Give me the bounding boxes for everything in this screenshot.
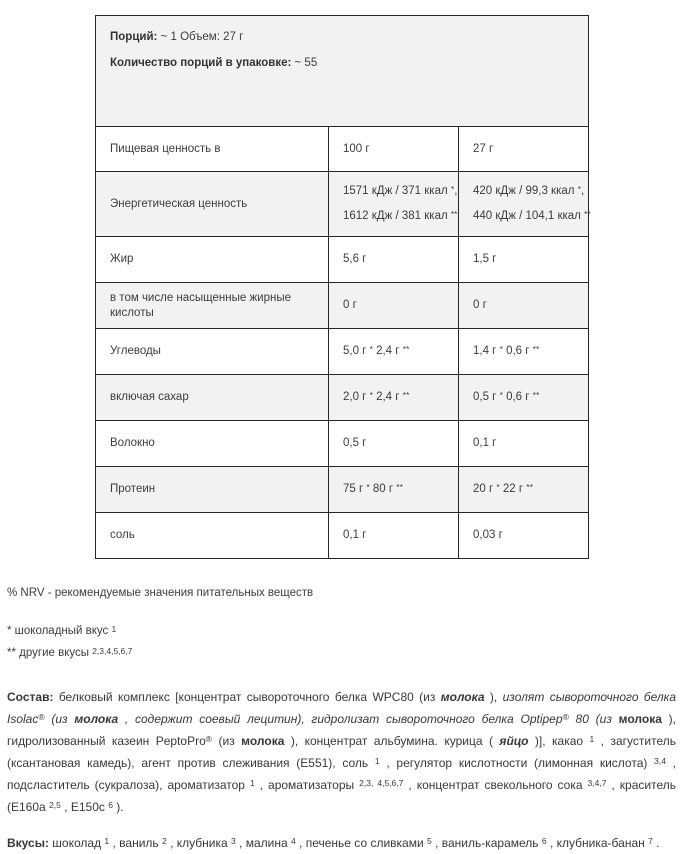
composition-paragraph: Состав: белковый комплекс [концентрат сывороточного белка WPC80 (из молока ), изолят сывороточного белка Isolac® (из молока , содержит соевый лецитин), гидролизат сывороточного белка Optipep® 80 (из молока ), гидролизованный казеин PeptoPro® (из молока ), концентрат альбумина. курица ( яйцо )], какао $^1$ , загуститель (ксантановая камедь), агент против слеживания (Е551), соль $^1$ , регулятор кислотности (лимонная кислота) $^{3,4}$ , подсластитель (сукралоза), ароматизатор $^1$ , ароматизаторы $^{2,3, 4,5,6,7}$ , концентрат свекольного сока $^{3,4,7}$ , краситель (Е160а $^{2,5}$ , Е150с $^6$ ). (7, 690, 677, 814)
value-per-serving: 1,5 г (459, 237, 589, 283)
nutrient-label: включая сахар (96, 375, 329, 421)
value-per-serving: 1,4 г * 0,6 г ** (459, 329, 589, 375)
nutrient-label: Волокно (96, 421, 329, 467)
footnote-other-flavors: ** другие вкусы $^{2,3,4,5,6,7}$ (7, 646, 133, 659)
table-row (96, 172, 589, 237)
table-row (96, 237, 589, 283)
servings-info-row (96, 16, 589, 127)
table-row (96, 467, 589, 513)
nutrient-label: Протеин (96, 467, 329, 513)
value-per-100g: 0,1 г (329, 513, 459, 559)
flavors-paragraph: Вкусы: шоколад $^1$ , ваниль $^2$ , клубника $^3$ , малина $^4$ , печенье со сливками $^5$ , ваниль-карамель $^6$ , клубника-банан $^7$ . (7, 836, 660, 850)
value-per-serving: 0 г (459, 283, 589, 329)
nutrition-table (95, 15, 589, 559)
value-per-100g: 0,5 г (329, 421, 459, 467)
value-per-100g: 0 г (329, 283, 459, 329)
servings-line (110, 29, 574, 45)
servings-label: Порций: (110, 31, 158, 43)
nutrient-label: Углеводы (96, 329, 329, 375)
header-per-100g: 100 г (329, 127, 459, 172)
nutrient-label: в том числе насыщенные жирные кислоты (96, 283, 329, 329)
table-row (96, 283, 589, 329)
nutrient-label: Энергетическая ценность (96, 172, 329, 237)
header-per-serving: 27 г (459, 127, 589, 172)
value-per-100g: 75 г * 80 г ** (329, 467, 459, 513)
table-header-row (96, 127, 589, 172)
footnotes-block (7, 585, 676, 661)
value-per-serving: 20 г * 22 г ** (459, 467, 589, 513)
footnote-chocolate-flavor: * шоколадный вкус $^1$ (7, 624, 117, 637)
value-per-100g: 5,0 г * 2,4 г ** (329, 329, 459, 375)
value-per-100g: 5,6 г (329, 237, 459, 283)
nutrition-table-body (96, 16, 589, 559)
value-per-serving: 0,1 г (459, 421, 589, 467)
table-row (96, 513, 589, 559)
servings-info-cell (96, 16, 589, 127)
value-per-100g: 2,0 г * 2,4 г ** (329, 375, 459, 421)
table-row (96, 329, 589, 375)
nutrient-label: соль (96, 513, 329, 559)
nutrition-section (95, 15, 591, 559)
nutrient-label: Жир (96, 237, 329, 283)
servings-per-pack-line (110, 55, 574, 71)
value-per-serving: 420 кДж / 99,3 ккал *, 440 кДж / 104,1 ккал ** (459, 172, 589, 237)
nrv-note: % NRV - рекомендуемые значения питательных веществ (7, 587, 314, 599)
value-per-serving: 0,5 г * 0,6 г ** (459, 375, 589, 421)
header-nutrition-facts: Пищевая ценность в (96, 127, 329, 172)
servings-per-pack-value: ~ 55 (294, 57, 318, 69)
table-row (96, 375, 589, 421)
servings-per-pack-label: Количество порций в упаковке: (110, 57, 292, 69)
servings-value: ~ 1 Объем: 27 г (160, 31, 244, 43)
table-row (96, 421, 589, 467)
value-per-100g: 1571 кДж / 371 ккал *, 1612 кДж / 381 ккал ** (329, 172, 459, 237)
value-per-serving: 0,03 г (459, 513, 589, 559)
